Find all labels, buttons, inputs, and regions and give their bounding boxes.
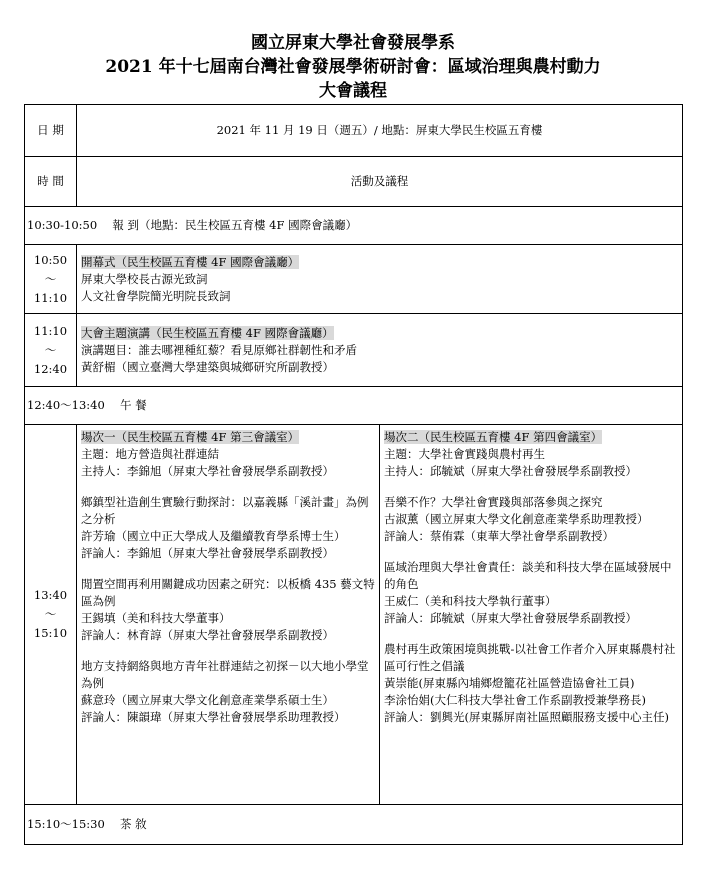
- date-label: 日 期: [25, 105, 77, 157]
- sessions-time-end: 15:10: [33, 626, 68, 640]
- paper-title: 區域治理與大學社會責任：談美和科技大學在區域發展中的角色: [384, 560, 672, 591]
- header-row: [25, 157, 683, 207]
- agenda-table: [24, 104, 683, 845]
- session-one-theme: 主題：地方營造與社群連結: [81, 447, 219, 461]
- sessions-time: [25, 425, 77, 805]
- keynote-content: [77, 314, 683, 387]
- paper-author: 王錫填（美和科技大學董事）: [81, 611, 231, 625]
- paper-title: 吾樂不作？大學社會實踐與部落參與之探究: [384, 495, 603, 509]
- opening-row: [25, 245, 683, 314]
- lunch-text: 12:40～13:40 午 餐: [25, 387, 683, 425]
- paper-author: 李涂怡娟(大仁科技大學社會工作系副教授兼學務長): [384, 693, 646, 707]
- opening-time-tilde: ～: [44, 271, 57, 286]
- paper-discussant: 評論人：邱毓斌（屏東大學社會發展學系副教授）: [384, 611, 637, 625]
- tea-text: 15:10～15:30 茶 敘: [25, 805, 683, 845]
- registration-text: 10:30-10:50 報 到（地點：民生校區五育樓 4F 國際會議廳）: [25, 207, 683, 245]
- paper-author: 王威仁（美和科技大學執行董事）: [384, 594, 557, 608]
- lunch-row: [25, 387, 683, 425]
- paper-title: 地方支持網絡與地方青年社群連結之初探－以大地小學堂為例: [81, 659, 369, 690]
- date-value: 2021 年 11 月 19 日（週五）/ 地點：屏東大學民生校區五育樓: [77, 105, 683, 157]
- tea-row: [25, 805, 683, 845]
- paper-discussant: 評論人：李錦旭（屏東大學社會發展學系副教授）: [81, 546, 334, 560]
- agenda-title: 大會議程: [319, 81, 387, 101]
- sessions-time-start: 13:40: [33, 588, 68, 602]
- session-two: [380, 425, 683, 805]
- keynote-time-end: 12:40: [33, 361, 68, 376]
- paper-title: 農村再生政策困境與挑戰-以社會工作者介入屏東縣農村社區可行性之倡議: [384, 642, 676, 673]
- paper-discussant: 評論人：林育諄（屏東大學社會發展學系副教授）: [81, 628, 334, 642]
- keynote-title: 大會主題演講（民生校區五育樓 4F 國際會議廳）: [81, 325, 334, 340]
- session-one: [77, 425, 380, 805]
- opening-title: 開幕式（民生校區五育樓 4F 國際會議廳）: [81, 254, 300, 269]
- opening-content: [77, 245, 683, 314]
- session-two-title: 場次二（民生校區五育樓 4F 第四會議室）: [384, 430, 603, 444]
- opening-time: [25, 245, 77, 314]
- keynote-time-tilde: ～: [44, 342, 57, 357]
- paper-author: 古淑薰（國立屏東大學文化創意產業學系助理教授）: [384, 512, 649, 526]
- sessions-row: [25, 425, 683, 805]
- conference-title: 2021 年十七屆南台灣社會發展學術研討會：區域治理與農村動力: [105, 57, 601, 77]
- keynote-time: [25, 314, 77, 387]
- opening-line: 屏東大學校長古源光致詞: [81, 271, 208, 286]
- keynote-line: 黃舒楣（國立臺灣大學建築與城鄉研究所副教授）: [81, 359, 334, 374]
- keynote-row: [25, 314, 683, 387]
- organizer-title: 國立屏東大學社會發展學系: [251, 33, 455, 53]
- registration-row: [25, 207, 683, 245]
- paper-author: 蘇意玲（國立屏東大學文化創意產業學系碩士生）: [81, 693, 334, 707]
- paper-discussant: 評論人：陳韻瑋（屏東大學社會發展學系助理教授）: [81, 710, 346, 724]
- activity-label: 活動及議程: [77, 157, 683, 207]
- session-two-theme: 主題：大學社會實踐與農村再生: [384, 447, 545, 461]
- paper-author: 許芳瑜（國立中正大學成人及繼續教育學系博士生）: [81, 529, 346, 543]
- paper-author: 黃崇能(屏東縣內埔鄉燈籠花社區營造協會社工員): [384, 676, 635, 690]
- session-two-host: 主持人：邱毓斌（屏東大學社會發展學系副教授）: [384, 464, 637, 478]
- opening-time-end: 11:10: [33, 290, 68, 305]
- session-one-title: 場次一（民生校區五育樓 4F 第三會議室）: [81, 430, 300, 444]
- time-label: 時 間: [25, 157, 77, 207]
- paper-discussant: 評論人：劉興光(屏東縣屏南社區照顧服務支援中心主任): [384, 710, 669, 724]
- paper-title: 閒置空間再利用關鍵成功因素之研究：以板橋 435 藝文特區為例: [81, 577, 375, 608]
- opening-time-start: 10:50: [33, 252, 68, 267]
- session-one-host: 主持人：李錦旭（屏東大學社會發展學系副教授）: [81, 464, 334, 478]
- opening-line: 人文社會學院簡光明院長致詞: [81, 288, 231, 303]
- sessions-time-tilde: ～: [44, 607, 57, 621]
- keynote-time-start: 11:10: [33, 323, 68, 338]
- paper-title: 鄉鎮型社造創生實驗行動探討：以嘉義縣「溪計畫」為例之分析: [81, 495, 369, 526]
- paper-discussant: 評論人：蔡侑霖（東華大學社會學系副教授）: [384, 529, 614, 543]
- keynote-line: 演講題目：誰去哪裡種紅藜？看見原鄉社群韌性和矛盾: [81, 342, 357, 357]
- date-row: [25, 105, 683, 157]
